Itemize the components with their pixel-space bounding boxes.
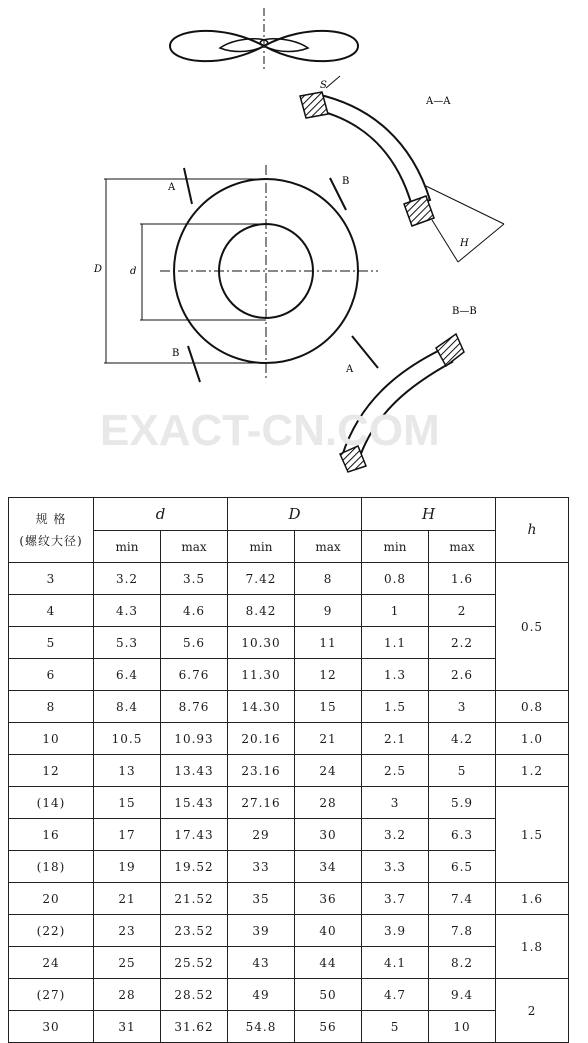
label-b-left: B [172,348,180,359]
cell-size: (22) [9,915,94,947]
cell-d-max: 23.52 [161,915,228,947]
watermark: EXACT-CN.COM [100,406,440,455]
cell-H-max: 2.2 [429,627,496,659]
cell-H-max: 2 [429,595,496,627]
cell-D-max: 40 [295,915,362,947]
D-min-header: min [228,531,295,563]
cell-h: 0.8 [496,691,569,723]
cell-d-min: 3.2 [94,563,161,595]
cell-H-max: 10 [429,1011,496,1043]
cell-d-min: 8.4 [94,691,161,723]
table-row [9,723,569,755]
section-b-b-title: B—B [452,306,477,317]
cell-H-max: 7.8 [429,915,496,947]
cell-d-max: 19.52 [161,851,228,883]
cell-size: (14) [9,787,94,819]
cell-H-min: 1 [362,595,429,627]
cell-h: 0.5 [496,563,569,691]
cell-D-max: 21 [295,723,362,755]
table-row [9,787,569,819]
label-a-right: A [346,364,354,375]
table-row [9,979,569,1011]
cell-H-min: 3.3 [362,851,429,883]
cell-d-min: 15 [94,787,161,819]
cell-D-min: 39 [228,915,295,947]
cell-H-min: 2.5 [362,755,429,787]
cell-D-min: 43 [228,947,295,979]
cell-d-max: 10.93 [161,723,228,755]
cell-D-min: 35 [228,883,295,915]
cell-h: 1.5 [496,787,569,883]
cell-D-min: 33 [228,851,295,883]
cell-size: 6 [9,659,94,691]
cell-size: 4 [9,595,94,627]
D-max-header: max [295,531,362,563]
cell-H-max: 6.5 [429,851,496,883]
cell-H-min: 1.5 [362,691,429,723]
cell-size: 5 [9,627,94,659]
cell-D-min: 20.16 [228,723,295,755]
cell-H-max: 6.3 [429,819,496,851]
cell-D-max: 56 [295,1011,362,1043]
cell-h: 1.8 [496,915,569,979]
cell-D-min: 49 [228,979,295,1011]
cell-D-max: 50 [295,979,362,1011]
label-a-left: A [168,182,176,193]
cell-D-min: 54.8 [228,1011,295,1043]
cell-D-min: 27.16 [228,787,295,819]
cell-d-min: 10.5 [94,723,161,755]
cell-D-min: 23.16 [228,755,295,787]
size-header-line1: 规 格 [35,512,67,526]
table-row [9,691,569,723]
cell-D-max: 24 [295,755,362,787]
D-header: D [228,498,362,531]
cell-D-min: 11.30 [228,659,295,691]
H-header: H [362,498,496,531]
cell-H-max: 5 [429,755,496,787]
cell-size: (27) [9,979,94,1011]
cell-h: 1.6 [496,883,569,915]
H-min-header: min [362,531,429,563]
cell-H-min: 3.7 [362,883,429,915]
cell-d-min: 31 [94,1011,161,1043]
cell-d-min: 19 [94,851,161,883]
cell-H-min: 0.8 [362,563,429,595]
cell-d-max: 4.6 [161,595,228,627]
d-header: d [94,498,228,531]
cell-size: 24 [9,947,94,979]
cell-D-max: 28 [295,787,362,819]
table-row [9,851,569,883]
cell-d-max: 3.5 [161,563,228,595]
cell-size: 16 [9,819,94,851]
cell-size: (18) [9,851,94,883]
label-s: S [320,80,327,91]
cell-D-max: 44 [295,947,362,979]
label-d: d [130,266,137,277]
cell-d-min: 17 [94,819,161,851]
cell-H-min: 2.1 [362,723,429,755]
table-row [9,755,569,787]
cell-d-min: 25 [94,947,161,979]
label-b-right: B [342,176,350,187]
cell-size: 3 [9,563,94,595]
cell-H-max: 3 [429,691,496,723]
cell-H-max: 9.4 [429,979,496,1011]
cell-h: 1.0 [496,723,569,755]
cell-D-max: 34 [295,851,362,883]
cell-D-min: 8.42 [228,595,295,627]
cell-H-min: 4.7 [362,979,429,1011]
cell-size: 30 [9,1011,94,1043]
label-D: D [94,264,103,275]
cell-D-max: 15 [295,691,362,723]
cell-h: 2 [496,979,569,1043]
table-row [9,595,569,627]
cell-H-max: 1.6 [429,563,496,595]
table-row [9,883,569,915]
cell-d-max: 21.52 [161,883,228,915]
cell-H-min: 5 [362,1011,429,1043]
cell-D-min: 29 [228,819,295,851]
cell-H-min: 3 [362,787,429,819]
cell-H-min: 1.3 [362,659,429,691]
label-h: H [460,238,469,249]
cell-D-min: 14.30 [228,691,295,723]
table-row [9,947,569,979]
cell-size: 10 [9,723,94,755]
h-header: h [496,498,569,563]
d-max-header: max [161,531,228,563]
cell-H-max: 2.6 [429,659,496,691]
cell-d-min: 28 [94,979,161,1011]
section-a-a [300,76,504,262]
table-row [9,915,569,947]
H-max-header: max [429,531,496,563]
size-header [9,498,94,563]
table-row [9,1011,569,1043]
cell-H-max: 5.9 [429,787,496,819]
d-min-header: min [94,531,161,563]
cell-d-max: 17.43 [161,819,228,851]
size-header-line2: (螺纹大径) [19,534,83,548]
cell-size: 20 [9,883,94,915]
cell-H-min: 3.2 [362,819,429,851]
cell-D-max: 30 [295,819,362,851]
cell-d-max: 28.52 [161,979,228,1011]
cell-H-min: 4.1 [362,947,429,979]
cell-D-max: 9 [295,595,362,627]
cell-d-max: 13.43 [161,755,228,787]
cell-d-max: 15.43 [161,787,228,819]
table-body [9,563,569,1043]
section-a-a-title: A—A [426,96,451,107]
cell-d-max: 6.76 [161,659,228,691]
cell-d-max: 8.76 [161,691,228,723]
washer-drawing [60,0,530,488]
washer-plan-view [104,165,378,382]
cell-h: 1.2 [496,755,569,787]
cell-D-max: 8 [295,563,362,595]
cell-size: 12 [9,755,94,787]
table-row [9,659,569,691]
cell-D-min: 7.42 [228,563,295,595]
cell-d-min: 5.3 [94,627,161,659]
cell-H-max: 8.2 [429,947,496,979]
cell-D-max: 36 [295,883,362,915]
cell-H-min: 3.9 [362,915,429,947]
cell-d-max: 25.52 [161,947,228,979]
cell-D-min: 10.30 [228,627,295,659]
cell-H-min: 1.1 [362,627,429,659]
cell-d-min: 6.4 [94,659,161,691]
cell-size: 8 [9,691,94,723]
cell-D-max: 11 [295,627,362,659]
cell-H-max: 7.4 [429,883,496,915]
cell-d-max: 31.62 [161,1011,228,1043]
cell-D-max: 12 [295,659,362,691]
table-row [9,563,569,595]
cell-H-max: 4.2 [429,723,496,755]
table-row [9,819,569,851]
cell-d-max: 5.6 [161,627,228,659]
table-row [9,627,569,659]
spec-table [8,497,569,1043]
cell-d-min: 23 [94,915,161,947]
cell-d-min: 13 [94,755,161,787]
cell-d-min: 4.3 [94,595,161,627]
wave-side-view [170,8,358,72]
cell-d-min: 21 [94,883,161,915]
